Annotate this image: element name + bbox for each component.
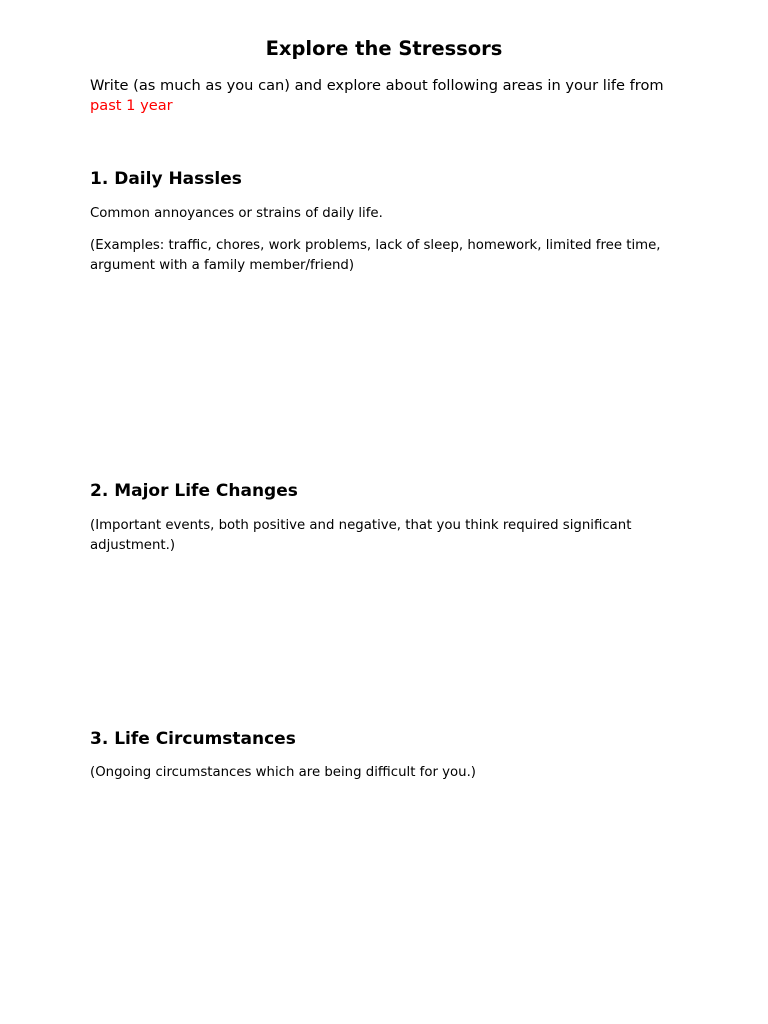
section-description-major-life-changes: (Important events, both positive and negative, that you think required significant adjustment.) — [90, 518, 632, 553]
section-heading-major-life-changes: 2. Major Life Changes — [90, 481, 298, 501]
page-title: Explore the Stressors — [265, 37, 503, 60]
intro-text — [90, 76, 680, 116]
section-description-daily-hassles: Common annoyances or strains of daily life. — [90, 206, 383, 221]
section-description-life-circumstances: (Ongoing circumstances which are being difficult for you.) — [90, 765, 476, 780]
section-heading-life-circumstances: 3. Life Circumstances — [90, 729, 296, 749]
section-examples-daily-hassles: (Examples: traffic, chores, work problems, lack of sleep, homework, limited free time, argument with a family member/friend) — [90, 238, 661, 273]
section-heading-daily-hassles: 1. Daily Hassles — [90, 169, 242, 189]
intro-text-main: Write (as much as you can) and explore about following areas in your life from — [90, 77, 664, 94]
intro-highlight: past 1 year — [90, 97, 173, 114]
